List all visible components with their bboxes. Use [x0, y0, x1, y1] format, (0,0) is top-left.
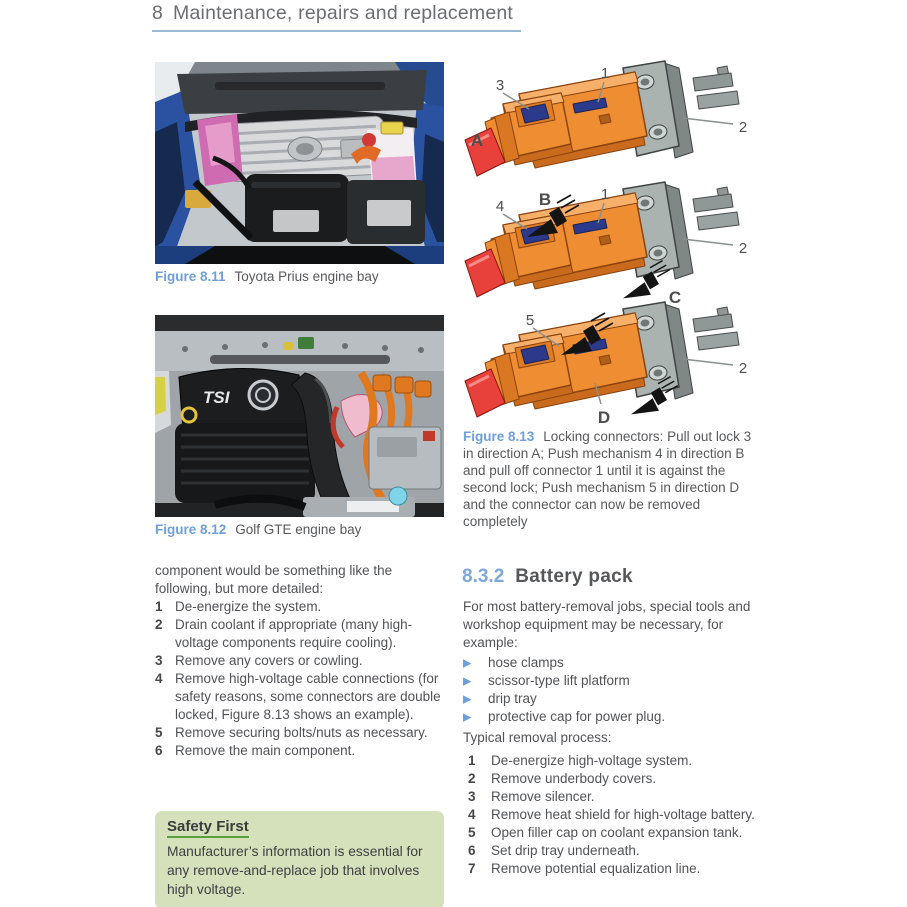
step-text: Remove heat shield for high-voltage battery. — [491, 807, 755, 822]
list-item — [468, 842, 768, 860]
removal-process-list — [468, 752, 768, 878]
connector-a — [465, 61, 747, 176]
connector-c — [465, 302, 747, 427]
step-text: Remove underbody covers. — [491, 771, 657, 786]
step-number: 4 — [155, 671, 163, 686]
section-title: Battery pack — [515, 566, 633, 587]
label-5: 5 — [525, 312, 535, 329]
step-number: 2 — [468, 771, 476, 786]
step-text: Remove any covers or cowling. — [175, 653, 363, 668]
list-item — [155, 652, 447, 670]
list-item — [155, 724, 447, 742]
label-A: A — [470, 131, 484, 150]
label-1: 1 — [600, 65, 610, 82]
figure-8-11-photo — [155, 62, 444, 264]
figure-8-12-photo — [155, 315, 444, 517]
chapter-header — [152, 2, 521, 32]
bullet-text: drip tray — [488, 691, 537, 706]
list-item — [468, 860, 768, 878]
left-intro: component would be something like the following, but more detailed: — [155, 563, 393, 596]
step-number: 5 — [468, 825, 476, 840]
chapter-number: 8 — [152, 2, 164, 24]
step-number: 3 — [468, 789, 476, 804]
step-number: 5 — [155, 725, 163, 740]
label-4: 4 — [495, 198, 505, 215]
bullet-triangle-icon: ▶ — [463, 675, 472, 688]
list-item — [463, 672, 757, 690]
figure-8-13-label: Figure 8.13 — [463, 429, 535, 444]
section-number: 8.3.2 — [462, 566, 505, 587]
step-number: 6 — [468, 843, 476, 858]
list-item — [468, 752, 768, 770]
step-text: Drain coolant if appropriate (many high-voltage components require cooling). — [175, 617, 413, 650]
list-item — [463, 654, 757, 672]
figure-8-13-caption: Figure 8.13 Locking connectors: Pull out lock 3 in direction A; Push mechanism 4 in direction B and pull off connector 1 until it is against the second lock; Push mechanism 5 in direction D and the connector can now be removed completely — [463, 429, 752, 529]
bullet-triangle-icon: ▶ — [463, 693, 472, 706]
list-item — [155, 670, 447, 724]
locking-connectors-illustration — [458, 55, 756, 430]
list-item — [463, 708, 757, 726]
tools-bullet-list — [463, 654, 757, 726]
step-number: 2 — [155, 617, 163, 632]
step-text: Remove high-voltage cable connections (for safety reasons, some connectors are double locked, Figure 8.13 shows an example). — [175, 671, 441, 722]
step-text: Remove securing bolts/nuts as necessary. — [175, 725, 428, 740]
step-number: 1 — [155, 599, 163, 614]
label-2c: 2 — [738, 360, 748, 377]
safety-first-box — [155, 811, 444, 907]
step-text: De-energize the system. — [175, 599, 322, 614]
list-item — [468, 770, 768, 788]
step-text: Remove potential equalization line. — [491, 861, 701, 876]
battery-pack-intro: For most battery-removal jobs, special tools and workshop equipment may be necessary, for example: — [463, 599, 751, 650]
prius-engine-bay-illustration — [155, 62, 444, 264]
bullet-triangle-icon: ▶ — [463, 711, 472, 724]
bullet-text: hose clamps — [488, 655, 564, 670]
label-3: 3 — [495, 77, 505, 94]
list-item — [468, 824, 768, 842]
figure-8-11-label: Figure 8.11 — [155, 269, 226, 284]
step-text: Open filler cap on coolant expansion tank. — [491, 825, 743, 840]
step-text: Remove silencer. — [491, 789, 595, 804]
safety-box-body: Manufacturer’s information is essential for any remove-and-replace job that involves high voltage. — [167, 844, 423, 897]
figure-8-12-caption: Figure 8.12 Golf GTE engine bay — [155, 522, 362, 537]
list-item — [468, 788, 768, 806]
process-heading: Typical removal process: — [463, 730, 612, 745]
step-text: De-energize high-voltage system. — [491, 753, 693, 768]
bullet-triangle-icon: ▶ — [463, 657, 472, 670]
label-2: 2 — [738, 119, 748, 136]
section-heading — [462, 566, 633, 588]
list-item — [468, 806, 768, 824]
bullet-text: protective cap for power plug. — [488, 709, 666, 724]
label-C: C — [668, 288, 682, 307]
chapter-title: Maintenance, repairs and replacement — [173, 2, 514, 24]
step-number: 7 — [468, 861, 476, 876]
step-text: Remove the main component. — [175, 743, 356, 758]
figure-8-13-diagram — [458, 55, 756, 430]
label-1b: 1 — [600, 186, 610, 203]
step-number: 4 — [468, 807, 476, 822]
list-item — [463, 690, 757, 708]
list-item — [155, 742, 447, 760]
step-number: 1 — [468, 753, 476, 768]
tsi-badge-text: TSI — [203, 388, 230, 407]
figure-8-11-caption: Figure 8.11 Toyota Prius engine bay — [155, 269, 379, 284]
list-item — [155, 598, 447, 616]
step-text: Set drip tray underneath. — [491, 843, 640, 858]
label-D: D — [597, 408, 611, 427]
figure-8-12-label: Figure 8.12 — [155, 522, 227, 537]
connector-b — [465, 182, 747, 307]
label-B: B — [538, 190, 552, 209]
list-item — [155, 616, 447, 652]
step-number: 6 — [155, 743, 163, 758]
left-text-column — [155, 562, 447, 760]
bullet-text: scissor-type lift platform — [488, 673, 630, 688]
golf-gte-engine-bay-illustration — [155, 315, 444, 517]
label-2b: 2 — [738, 240, 748, 257]
safety-box-title: Safety First — [167, 818, 249, 838]
step-number: 3 — [155, 653, 163, 668]
